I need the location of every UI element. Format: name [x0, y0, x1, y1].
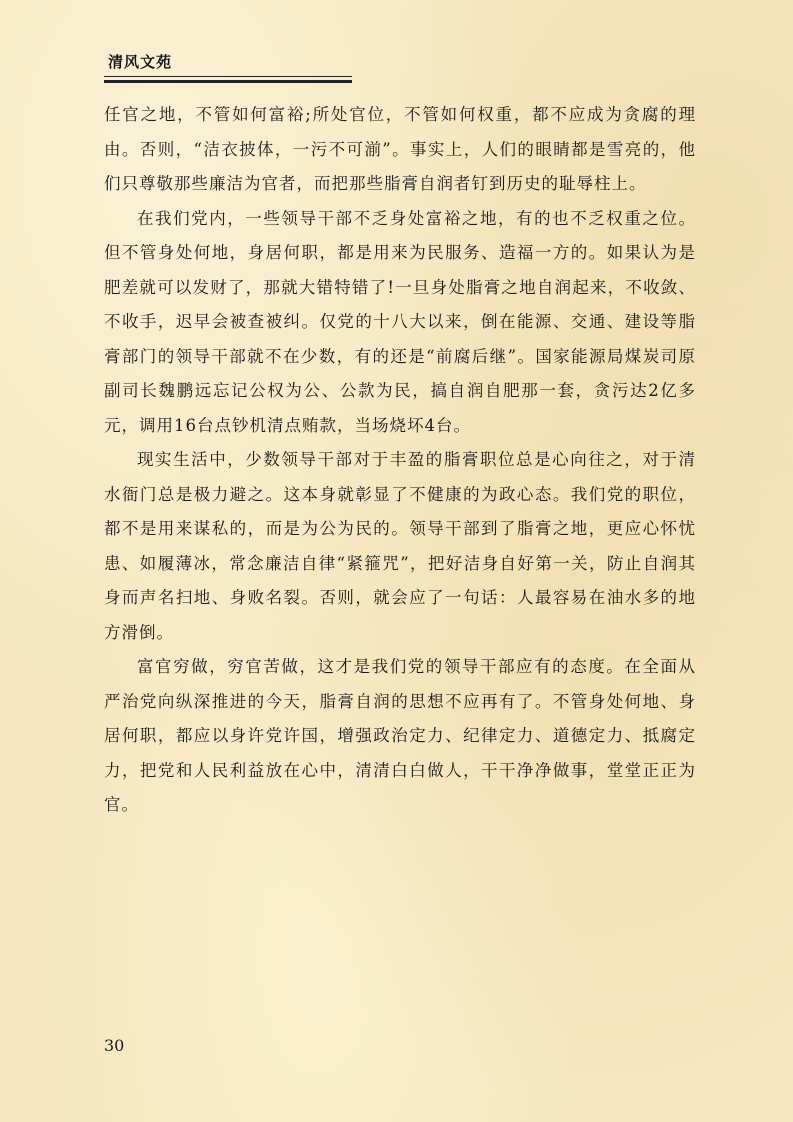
article-body — [104, 98, 696, 823]
section-title: 清风文苑 — [108, 53, 173, 71]
paragraph-2: 在我们党内，一些领导干部不乏身处富裕之地，有的也不乏权重之位。但不管身处何地，身居何职，都是用来为民服务、造福一方的。如果认为是肥差就可以发财了，那就大错特错了!一旦身处脂膏之地自润起来，不收敛、不收手，迟早会被查被纠。仅党的十八大以来，倒在能源、交通、建设等脂膏部门的领导干部就不在少数，有的还是“前腐后继”。国家能源局煤炭司原副司长魏鹏远忘记公权为公、公款为民，搞自润自肥那一套，贪污达2亿多元，调用16台点钞机清点贿款，当场烧坏4台。 — [104, 208, 696, 435]
paragraph-3: 现实生活中，少数领导干部对于丰盈的脂膏职位总是心向往之，对于清水衙门总是极力避之。这本身就彰显了不健康的为政心态。我们党的职位，都不是用来谋私的，而是为公为民的。领导干部到了脂膏之地，更应心怀忧患、如履薄冰，常念廉洁自律“紧箍咒”，把好洁身自好第一关，防止自润其身而声名扫地、身败名裂。否则，就会应了一句话：人最容易在油水多的地方滑倒。 — [104, 450, 696, 642]
header-rule-thin — [104, 76, 352, 77]
paragraph-4: 富官穷做，穷官苦做，这才是我们党的领导干部应有的态度。在全面从严治党向纵深推进的今天，脂膏自润的思想不应再有了。不管身处何地、身居何职，都应以身许党许国，增强政治定力、纪律定力、道德定力、抵腐定力，把党和人民利益放在心中，清清白白做人，干干净净做事，堂堂正正为官。 — [104, 657, 696, 814]
paragraph-1: 任官之地，不管如何富裕;所处官位，不管如何权重，都不应成为贪腐的理由。否则，“洁衣披体，一污不可湔”。事实上，人们的眼睛都是雪亮的，他们只尊敬那些廉洁为官者，而把那些脂膏自润者钉到历史的耻辱柱上。 — [104, 105, 696, 193]
page-header — [104, 48, 352, 88]
header-rule-thick — [104, 80, 352, 83]
page-number: 30 — [104, 1036, 125, 1055]
